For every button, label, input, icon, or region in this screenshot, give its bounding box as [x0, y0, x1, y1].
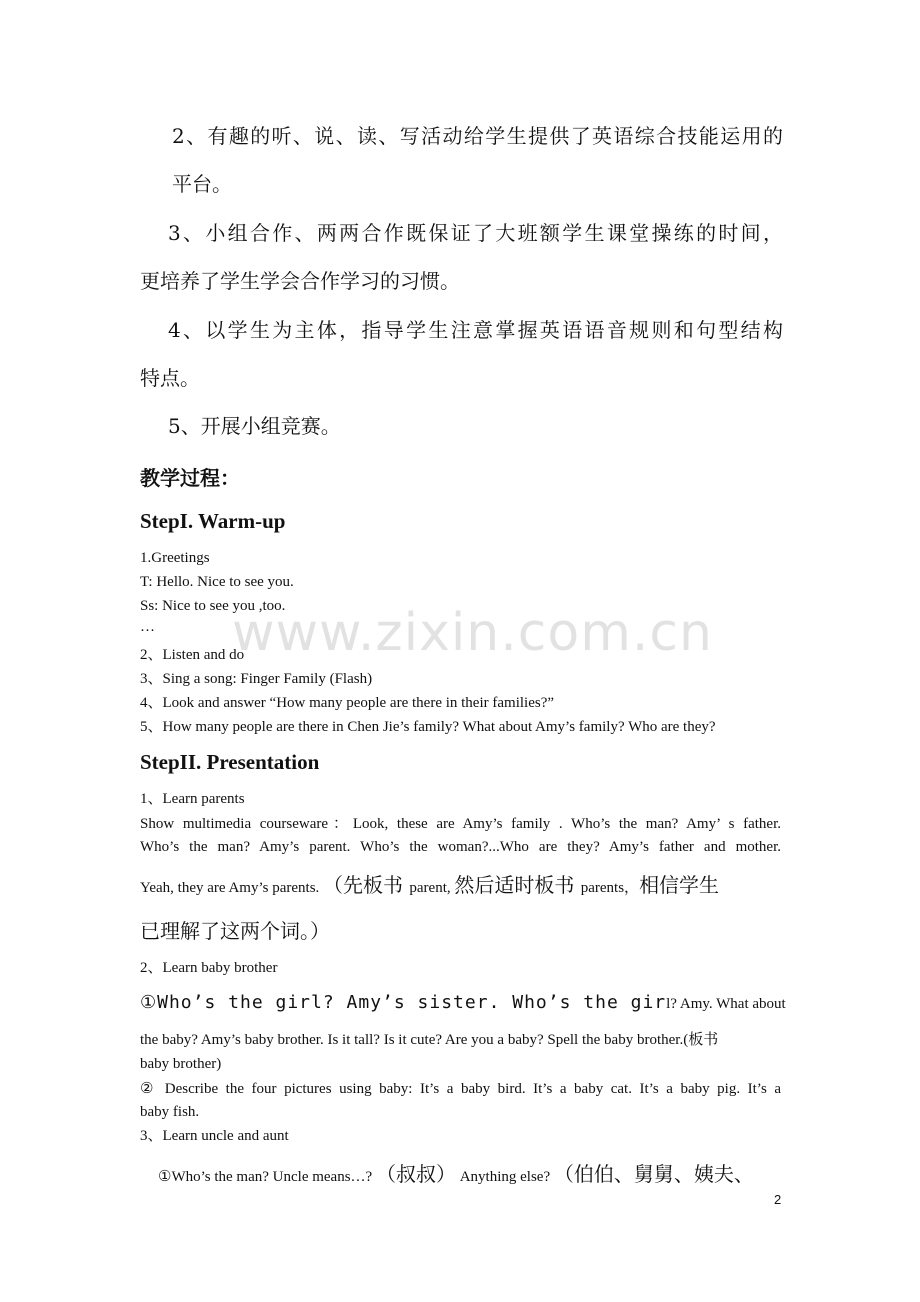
- step1-line-3: Ss: Nice to see you ,too.: [140, 598, 286, 614]
- step1-line-6: 3、Sing a song: Finger Family (Flash): [140, 671, 373, 687]
- step2-sub2-line-1-tail: l? Amy. What about: [666, 996, 786, 1012]
- watermark: www.zixin.com.cn: [232, 603, 713, 663]
- step2-sub3-line-1-a: ①Who’s the man? Uncle means…?: [158, 1169, 376, 1185]
- step2-sub1-line-3-en: Yeah, they are Amy’s parents.: [140, 880, 324, 896]
- step2-sub1-line-3-cn1: （先板书: [323, 873, 410, 897]
- paragraph-3-line-2: 更培养了学生学会合作学习的习惯。: [140, 269, 460, 293]
- step2-sub2-line-2: the baby? Amy’s baby brother. Is it tall? Is it cute? Are you a baby? Spell the baby brother.(板书: [140, 1032, 719, 1048]
- paragraph-4-line-2: 特点。: [140, 366, 200, 390]
- step2-sub1-heading: 1、Learn parents: [140, 791, 245, 807]
- step2-sub3-line-1-c: Anything else?: [455, 1169, 554, 1185]
- step1-line-1: 1.Greetings: [140, 550, 210, 566]
- paragraph-2-line-1: 2、有趣的听、说、读、写活动给学生提供了英语综合技能运用的: [172, 124, 783, 148]
- step2-sub1-line-3-cn2: 然后适时板书: [454, 873, 581, 897]
- step2-sub1-line-1: Show multimedia courseware：Look, these are Amy’s family . Who’s the man? Amy’ s father.: [140, 816, 781, 832]
- step2-sub2-line-1: [140, 992, 786, 1014]
- step2-sub1-line-4: 已理解了这两个词。）: [140, 919, 330, 943]
- step2-sub1-line-3-cn3: 相信学生: [639, 873, 720, 897]
- step2-sub3-line-1-d: （伯伯、舅舅、姨夫、: [553, 1162, 754, 1186]
- step2-sub2-line-1-mono: ①Who’s the girl? Amy’s sister. Who’s the gir: [140, 992, 667, 1013]
- page-number: 2: [774, 1192, 782, 1207]
- teaching-process-heading: 教学过程：: [140, 466, 240, 490]
- step1-line-4: …: [140, 619, 155, 635]
- step1-heading: StepI. Warm-up: [140, 509, 286, 533]
- step2-sub1-line-2: Who’s the man? Amy’s parent. Who’s the woman?...Who are they? Amy’s father and mother.: [140, 839, 781, 855]
- step1-line-8: 5、How many people are there in Chen Jie’s family? What about Amy’s family? Who are they?: [140, 719, 716, 735]
- step2-sub3-line-1-b: （叔叔）: [375, 1162, 456, 1186]
- step2-sub2-heading: 2、Learn baby brother: [140, 960, 278, 976]
- step2-sub3-line-1: [158, 1158, 754, 1187]
- step1-line-5: 2、Listen and do: [140, 647, 245, 663]
- step2-sub3-heading: 3、Learn uncle and aunt: [140, 1128, 289, 1144]
- step2-sub2-line-3: baby brother): [140, 1056, 222, 1072]
- paragraph-2-line-2: 平台。: [172, 172, 232, 196]
- step2-sub1-line-3-en2: parent,: [409, 880, 455, 896]
- step2-heading: StepII. Presentation: [140, 750, 320, 774]
- step2-sub1-line-3-en3: parents，: [580, 880, 640, 896]
- step2-sub1-line-3: [140, 869, 719, 898]
- paragraph-4-line-1: 4、以学生为主体，指导学生注意掌握英语语音规则和句型结构: [168, 318, 783, 342]
- paragraph-3-line-1: 3、小组合作、两两合作既保证了大班额学生课堂操练的时间，: [168, 221, 783, 245]
- step1-line-2: T: Hello. Nice to see you.: [140, 574, 294, 590]
- step2-sub2-line-5: baby fish.: [140, 1104, 200, 1120]
- step1-line-7: 4、Look and answer “How many people are there in their families?”: [140, 695, 555, 711]
- paragraph-5: 5、开展小组竞赛。: [168, 414, 341, 438]
- step2-sub2-line-4: ② Describe the four pictures using baby: It’s a baby bird. It’s a baby cat. It’s a baby pig. It’s a: [140, 1081, 781, 1097]
